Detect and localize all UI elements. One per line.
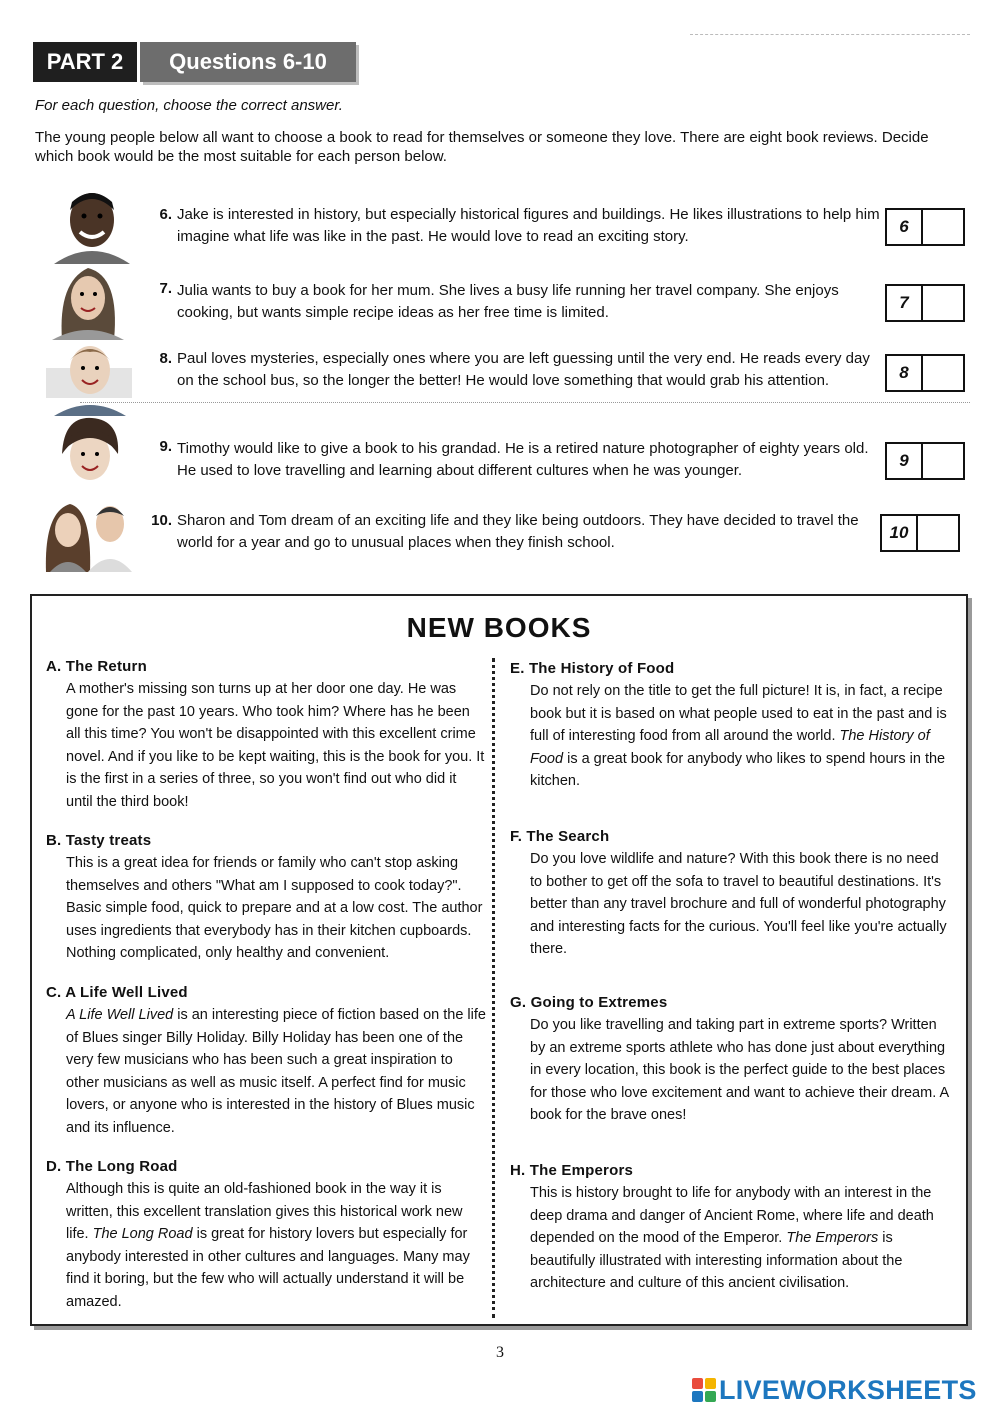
column-divider	[492, 658, 495, 1318]
book-c	[46, 982, 486, 1139]
book-italic-title: The Emperors	[786, 1230, 879, 1246]
liveworksheets-wordmark: LIVEWORKSHEETS	[719, 1374, 977, 1405]
answer-input-8[interactable]	[923, 356, 963, 390]
new-books-title: NEW BOOKS	[406, 612, 592, 643]
book-g	[510, 992, 950, 1127]
question-text: Timothy would like to give a book to his grandad. He is a retired nature photographer of eighty years old. He used to love travelling and learning about different cultures when he was younger.	[177, 440, 869, 479]
part-label: PART 2	[33, 42, 137, 82]
boy-portrait-icon	[44, 414, 134, 492]
question-number: 7.	[159, 280, 172, 297]
answer-box-8[interactable]	[885, 354, 965, 392]
separator-line	[80, 402, 970, 403]
question-10	[44, 494, 969, 574]
question-6	[44, 186, 969, 266]
top-dashed-rule	[690, 34, 970, 35]
answer-input-7[interactable]	[923, 286, 963, 320]
answer-box-label: 8	[887, 356, 923, 390]
question-number: 10.	[151, 512, 172, 529]
book-review	[66, 1004, 486, 1139]
question-7	[44, 262, 969, 342]
book-review-text: This is history brought to life for anybody with an interest in the deep drama and danger of Ancient Rome, where life and death depended on the mood of the Emperor.	[530, 1185, 934, 1246]
question-number: 6.	[159, 206, 172, 223]
couple-portrait-icon	[44, 494, 134, 572]
question-text: Jake is interested in history, but especially historical figures and buildings. He likes illustrations to help him imagine what life was like in the past. He would love to read an exciting story.	[177, 206, 880, 245]
book-title: E. The History of Food	[510, 660, 675, 677]
book-title: C. A Life Well Lived	[46, 984, 188, 1001]
book-review: A mother's missing son turns up at her door one day. He was gone for the past 10 years. Who took him? Where has he been all this time? You won't be disappointed with this excellent crime novel. And if you like to be kept waiting, this is the book for you. It is the first in a series of three, so you won't find out who did it until the third book!	[66, 681, 485, 810]
question-text: Sharon and Tom dream of an exciting life and they like being outdoors. They have decided to travel the world for a year and go to unusual places when they finish school.	[177, 512, 859, 551]
book-review-text: is a great book for anybody who likes to spend hours in the kitchen.	[530, 750, 946, 789]
book-h	[510, 1160, 950, 1295]
book-review-text: Do not rely on the title to get the full picture! It is, in fact, a recipe book but it is based on what people used to eat in the past and is full of interesting food from all around the world.	[530, 683, 947, 744]
section-header	[33, 42, 356, 82]
instructions	[35, 96, 970, 166]
book-review-text: is an interesting piece of fiction based on the life of Blues singer Billy Holiday. Billy Holiday has been one of the very few musicians who has been such a great inspiration to other musicians as well as music itself. A perfect find for music lovers, or anyone who is interested in the history of Blues music and its influence.	[66, 1007, 486, 1136]
book-review	[66, 1178, 486, 1313]
question-8	[44, 338, 969, 418]
book-title: H. The Emperors	[510, 1162, 634, 1179]
page-number: 3	[496, 1344, 504, 1361]
answer-box-7[interactable]	[885, 284, 965, 322]
book-title: G. Going to Extremes	[510, 994, 668, 1011]
book-review: This is a great idea for friends or family who can't stop asking themselves and others "What am I supposed to cook today?". Basic simple food, quick to prepare and at a low cost. The author uses ingredients that everybody has in their kitchen cupboards. Nothing complicated, only healthy and convenient.	[66, 855, 483, 961]
boy-portrait-icon	[44, 338, 134, 416]
book-e	[510, 658, 950, 793]
book-b	[46, 830, 486, 965]
answer-input-10[interactable]	[918, 516, 958, 550]
answer-box-10[interactable]	[880, 514, 960, 552]
book-title: D. The Long Road	[46, 1158, 178, 1175]
liveworksheets-grid-icon	[692, 1378, 716, 1402]
liveworksheets-logo[interactable]	[692, 1374, 977, 1406]
book-title: F. The Search	[510, 828, 610, 845]
book-review: Do you love wildlife and nature? With this book there is no need to bother to get off the sofa to travel to beautiful destinations. It's better than any travel brochure and full of wonderful photography and interesting facts for the curious. You'll feel like you're actually there.	[530, 851, 947, 957]
new-books-panel	[30, 594, 968, 1326]
book-d	[46, 1156, 486, 1313]
book-a	[46, 656, 486, 813]
question-text: Julia wants to buy a book for her mum. She lives a busy life running her travel company. She enjoys cooking, but wants simple recipe ideas as her free time is limited.	[177, 282, 839, 321]
book-italic-title: The Long Road	[92, 1226, 193, 1242]
book-review	[530, 1182, 950, 1295]
book-italic-title: A Life Well Lived	[66, 1007, 174, 1023]
answer-box-label: 10	[882, 516, 918, 550]
question-number: 9.	[159, 438, 172, 455]
question-text: Paul loves mysteries, especially ones where you are left guessing until the very end. He reads every day on the school bus, so the longer the better! He would love something that would grab his attention.	[177, 350, 870, 389]
answer-input-6[interactable]	[923, 210, 963, 244]
book-review: Do you like travelling and taking part in extreme sports? Written by an extreme sports athlete who has done just about everything in every location, this book is the perfect guide to the best places for those who love excitement and want to achieve their dream. A book for the brave ones!	[530, 1017, 949, 1123]
book-review-text: Although this is quite an old-fashioned book in the way it is written, this excellent translation gives this historical work new life.	[66, 1181, 463, 1242]
book-title: A. The Return	[46, 658, 147, 675]
girl-portrait-icon	[44, 262, 134, 340]
question-9	[44, 414, 969, 494]
question-number: 8.	[159, 350, 172, 367]
instruction-line-2: The young people below all want to choose a book to read for themselves or someone they love. There are eight book reviews. Decide which book would be the most suitable for each person below.	[35, 129, 929, 165]
book-review-text: is beautifully illustrated with interesting information about the architecture and culture of this ancient civilisation.	[530, 1230, 903, 1291]
answer-box-label: 9	[887, 444, 923, 478]
questions-range-label: Questions 6-10	[140, 42, 356, 82]
book-f	[510, 826, 950, 961]
answer-box-label: 6	[887, 210, 923, 244]
instruction-line-1: For each question, choose the correct answer.	[35, 97, 343, 114]
book-review-text: is great for history lovers but especially for anybody interested in other cultures and languages. Many may find it boring, but the few who will actually understand it will be amazed.	[66, 1226, 470, 1310]
book-review	[530, 680, 950, 793]
book-title: B. Tasty treats	[46, 832, 152, 849]
boy-portrait-icon	[44, 186, 134, 264]
book-italic-title: The History of Food	[530, 728, 930, 767]
answer-box-9[interactable]	[885, 442, 965, 480]
answer-box-6[interactable]	[885, 208, 965, 246]
answer-input-9[interactable]	[923, 444, 963, 478]
answer-box-label: 7	[887, 286, 923, 320]
